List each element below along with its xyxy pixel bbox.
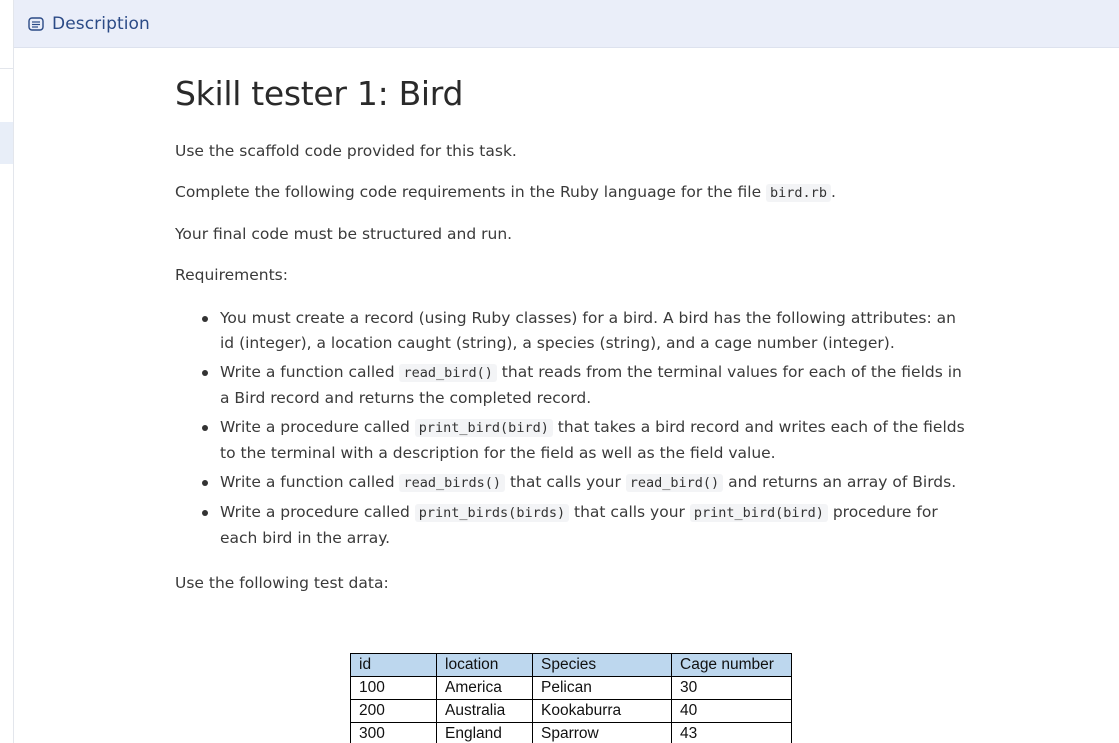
table-row (351, 677, 792, 700)
table-row (351, 700, 792, 723)
sidebar-active-indicator[interactable] (0, 122, 13, 164)
left-sidebar-strip (0, 0, 14, 743)
requirement-text: that reads from the terminal values for each of the fields in a Bird record and returns the completed record. (220, 363, 962, 407)
code-read-bird: read_bird() (399, 364, 496, 382)
test-data-table-wrap (350, 653, 792, 743)
table-cell: 200 (351, 700, 437, 723)
requirement-item (220, 500, 965, 551)
task-description (175, 70, 975, 612)
file-paragraph (175, 180, 975, 206)
table-cell: 300 (351, 723, 437, 743)
requirements-list (175, 306, 965, 551)
requirement-text: that calls your (505, 473, 626, 491)
requirement-text: that takes a bird record and writes each of the fields to the terminal with a description for the field as well as the field value. (220, 418, 965, 462)
column-header-cage-number: Cage number (672, 654, 792, 677)
code-read-bird: read_bird() (626, 474, 723, 492)
file-text-after: . (830, 183, 836, 201)
column-header-id: id (351, 654, 437, 677)
file-text-before: Complete the following code requirements in the Ruby language for the file (175, 183, 767, 201)
final-code-paragraph: Your final code must be structured and run. (175, 225, 513, 243)
test-data-table (350, 653, 792, 743)
code-print-birds: print_birds(birds) (415, 504, 569, 522)
description-header (14, 0, 1119, 48)
test-data-label: Use the following test data: (175, 574, 389, 592)
table-cell: Kookaburra (533, 700, 672, 723)
requirement-item (220, 415, 965, 466)
sidebar-divider (0, 68, 13, 69)
table-cell: 40 (672, 700, 792, 723)
table-cell: 43 (672, 723, 792, 743)
requirements-label: Requirements: (175, 266, 288, 284)
requirement-text: You must create a record (using Ruby classes) for a bird. A bird has the following attributes: an id (integer), a location caught (string), a species (string), and a cage number (integer). (220, 309, 956, 352)
table-header-row (351, 654, 792, 677)
requirement-text: and returns an array of Birds. (723, 473, 957, 491)
requirement-item (220, 360, 965, 411)
requirement-item (220, 306, 965, 356)
description-icon (28, 17, 44, 31)
requirement-text: Write a function called (220, 473, 400, 491)
intro-paragraph: Use the scaffold code provided for this task. (175, 142, 517, 160)
table-cell: Pelican (533, 677, 672, 700)
table-cell: America (437, 677, 533, 700)
column-header-location: location (437, 654, 533, 677)
table-cell: 30 (672, 677, 792, 700)
requirement-text: Write a procedure called (220, 503, 415, 521)
code-print-bird: print_bird(bird) (690, 504, 828, 522)
requirement-text: Write a function called (220, 363, 400, 381)
requirement-item (220, 470, 965, 496)
requirement-text: Write a procedure called (220, 418, 415, 436)
file-name-code: bird.rb (766, 184, 831, 202)
column-header-species: Species (533, 654, 672, 677)
table-cell: 100 (351, 677, 437, 700)
table-cell: England (437, 723, 533, 743)
table-cell: Sparrow (533, 723, 672, 743)
table-row (351, 723, 792, 743)
description-tab-label[interactable]: Description (52, 13, 150, 34)
requirement-text: that calls your (569, 503, 690, 521)
code-read-birds: read_birds() (399, 474, 505, 492)
table-cell: Australia (437, 700, 533, 723)
page-title: Skill tester 1: Bird (175, 74, 464, 113)
requirement-text: procedure for each bird in the array. (220, 503, 938, 547)
code-print-bird: print_bird(bird) (415, 419, 553, 437)
